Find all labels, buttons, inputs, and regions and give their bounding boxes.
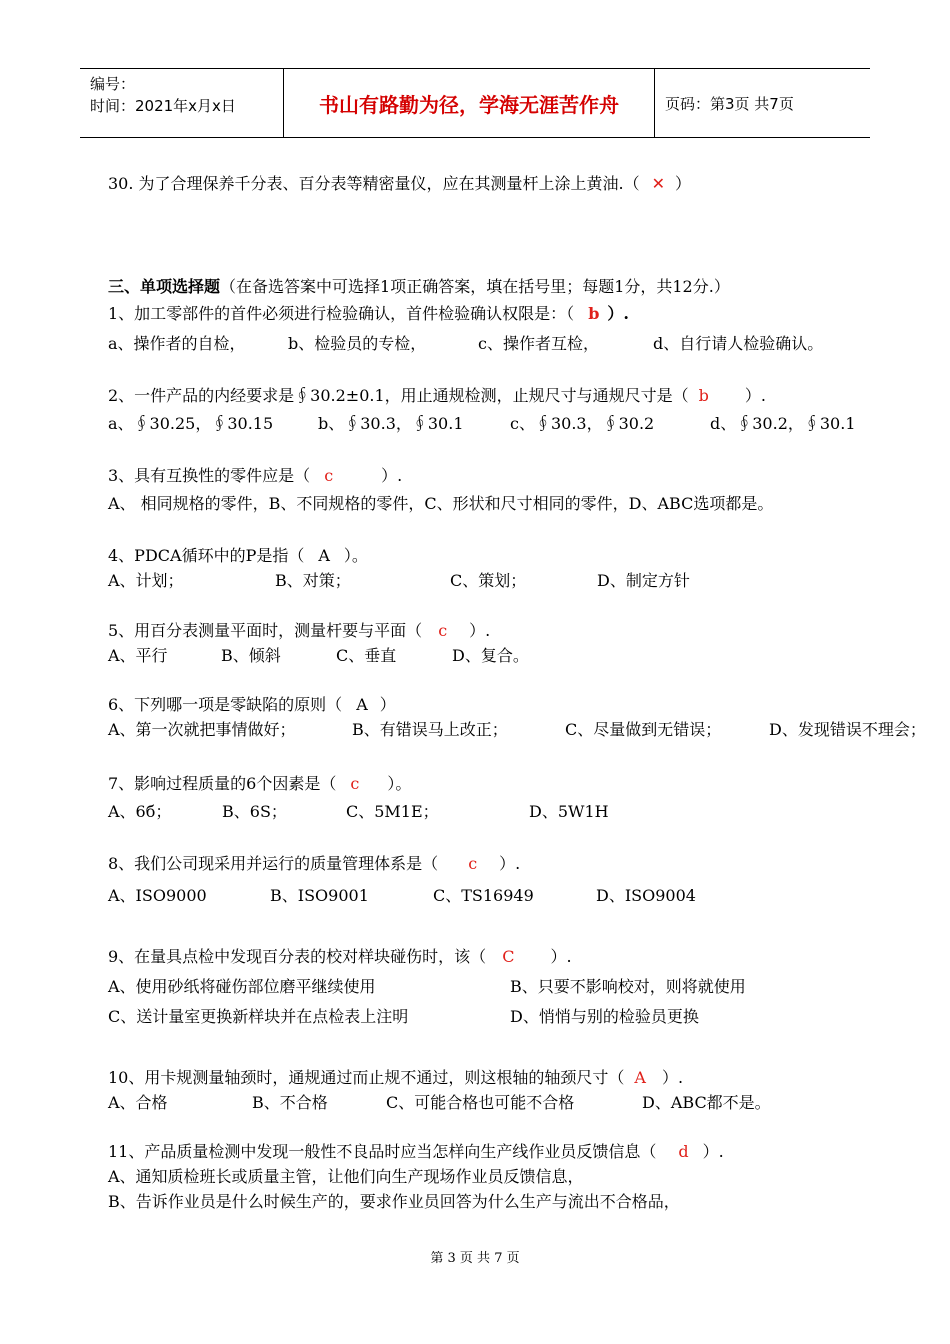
answer-mark: c bbox=[324, 466, 334, 485]
answer-mark: c bbox=[350, 774, 360, 793]
header-meta bbox=[80, 69, 283, 137]
question-close: ）. bbox=[469, 621, 491, 640]
option: C、策划； bbox=[450, 571, 527, 590]
option: A、 相同规格的零件，B、不同规格的零件，C、形状和尺寸相同的零件，D、ABC选项都是。 bbox=[108, 494, 774, 513]
question-stem: 3、具有互换性的零件应是（ bbox=[108, 466, 311, 485]
option: C、可能合格也可能不合格 bbox=[386, 1093, 575, 1112]
answer-mark: c bbox=[438, 621, 448, 640]
option: D、ISO9004 bbox=[596, 886, 696, 905]
header-motto: 书山有路勤为径，学海无涯苦作舟 bbox=[283, 69, 655, 137]
question-9 bbox=[108, 946, 572, 968]
option: A、使用砂纸将碰伤部位磨平继续使用 bbox=[108, 977, 376, 996]
question-close: ） bbox=[379, 695, 396, 714]
options-8 bbox=[108, 885, 696, 907]
question-8 bbox=[108, 853, 520, 875]
question-stem: 5、用百分表测量平面时，测量杆要与平面（ bbox=[108, 621, 423, 640]
question-stem: 11、产品质量检测中发现一般性不良品时应当怎样向生产线作业员反馈信息（ bbox=[108, 1142, 657, 1161]
options-4 bbox=[108, 570, 690, 592]
question-stem: 1、加工零部件的首件必须进行检验确认，首件检验确认权限是：（ bbox=[108, 304, 575, 323]
option: B、6S； bbox=[222, 802, 287, 821]
question-stem: 2、一件产品的内经要求是∮30.2±0.1，用止通规检测，止规尺寸与通规尺寸是（ bbox=[108, 386, 689, 405]
question-stem: 7、影响过程质量的6个因素是（ bbox=[108, 774, 337, 793]
answer-mark: d bbox=[678, 1142, 689, 1161]
option: b、∮30.3，∮30.1 bbox=[318, 414, 464, 433]
options-9b bbox=[108, 1006, 699, 1028]
options-1 bbox=[108, 333, 823, 355]
time-label: 时间：2021年x月x日 bbox=[90, 97, 236, 115]
option: B、ISO9001 bbox=[270, 886, 369, 905]
question-stem: 4、PDCA循环中的P是指（ bbox=[108, 546, 305, 565]
question-close: ）. bbox=[499, 854, 521, 873]
question-close: ）. bbox=[550, 947, 572, 966]
answer-mark: b bbox=[588, 304, 600, 323]
option: D、发现错误不理会； bbox=[769, 720, 926, 739]
option: D、5W1H bbox=[529, 802, 609, 821]
section-title: 三、单项选择题 bbox=[108, 277, 221, 296]
options-6 bbox=[108, 719, 926, 741]
question-stem: 9、在量具点检中发现百分表的校对样块碰伤时，该（ bbox=[108, 947, 487, 966]
option: C、尽量做到无错误； bbox=[565, 720, 722, 739]
option: A、ISO9000 bbox=[108, 886, 207, 905]
section-note: （在备选答案中可选择1项正确答案，填在括号里；每题1分，共12分.） bbox=[220, 277, 730, 296]
option: b、检验员的专检， bbox=[288, 334, 427, 353]
answer-mark: A bbox=[318, 546, 330, 565]
question-11 bbox=[108, 1141, 724, 1163]
question-close: ）. bbox=[661, 1068, 684, 1087]
answer-mark: C bbox=[502, 947, 515, 966]
option: c、操作者互检， bbox=[478, 334, 599, 353]
option: A、第一次就把事情做好； bbox=[108, 720, 296, 739]
answer-mark: A bbox=[634, 1068, 646, 1087]
option: A、计划； bbox=[108, 571, 184, 590]
option: B、告诉作业员是什么时候生产的，要求作业员回答为什么生产与流出不合格品， bbox=[108, 1192, 680, 1211]
option: a、∮30.25，∮30.15 bbox=[108, 414, 274, 433]
question-stem: 30. 为了合理保养千分表、百分表等精密量仪，应在其测量杆上涂上黄油.（ bbox=[108, 174, 640, 193]
option: A、合格 bbox=[108, 1093, 168, 1112]
question-7 bbox=[108, 773, 411, 795]
header-page-label: 页码：第3页 共7页 bbox=[665, 94, 794, 113]
option: d、∮30.2，∮30.1 bbox=[710, 414, 856, 433]
option: d、自行请人检验确认。 bbox=[653, 334, 824, 353]
option: B、有错误马上改正； bbox=[352, 720, 508, 739]
question-close: ）。 bbox=[343, 546, 368, 565]
question-5 bbox=[108, 620, 490, 642]
options-5 bbox=[108, 645, 529, 667]
options-11a bbox=[108, 1166, 584, 1188]
question-stem: 10、用卡规测量轴颈时，通规通过而止规不通过，则这根轴的轴颈尺寸（ bbox=[108, 1068, 625, 1087]
option: D、制定方针 bbox=[597, 571, 690, 590]
option: B、对策； bbox=[275, 571, 351, 590]
option: C、送计量室更换新样块并在点检表上注明 bbox=[108, 1007, 409, 1026]
question-close: ）. bbox=[607, 304, 629, 323]
option: D、复合。 bbox=[452, 646, 529, 665]
question-2 bbox=[108, 385, 766, 407]
option: A、通知质检班长或质量主管，让他们向生产现场作业员反馈信息， bbox=[108, 1167, 584, 1186]
option: A、平行 bbox=[108, 646, 168, 665]
question-4 bbox=[108, 545, 368, 567]
options-10 bbox=[108, 1092, 771, 1114]
question-close: ）。 bbox=[387, 774, 412, 793]
question-6 bbox=[108, 694, 396, 716]
option: C、5M1E； bbox=[346, 802, 439, 821]
question-3 bbox=[108, 465, 402, 487]
question-close: ） bbox=[675, 174, 692, 193]
option: D、ABC都不是。 bbox=[642, 1093, 771, 1112]
question-stem: 6、下列哪一项是零缺陷的原则（ bbox=[108, 695, 343, 714]
option: C、TS16949 bbox=[433, 886, 534, 905]
option: a、操作者的自检， bbox=[108, 334, 246, 353]
question-close: ）. bbox=[744, 386, 767, 405]
option: C、垂直 bbox=[336, 646, 397, 665]
question-10 bbox=[108, 1067, 683, 1089]
number-label: 编号： bbox=[90, 75, 136, 93]
option: A、6б； bbox=[108, 802, 172, 821]
section-heading bbox=[108, 276, 730, 298]
option: B、倾斜 bbox=[221, 646, 281, 665]
question-close: ）. bbox=[702, 1142, 724, 1161]
answer-mark: b bbox=[698, 386, 709, 405]
answer-mark: c bbox=[468, 854, 478, 873]
question-stem: 8、我们公司现采用并运行的质量管理体系是（ bbox=[108, 854, 439, 873]
option: B、只要不影响校对，则将就使用 bbox=[510, 977, 746, 996]
question-30 bbox=[108, 173, 691, 195]
question-close: ）. bbox=[381, 466, 403, 485]
page-footer: 第 3 页 共 7 页 bbox=[430, 1251, 520, 1266]
answer-mark: A bbox=[356, 695, 368, 714]
option: c、∮30.3，∮30.2 bbox=[510, 414, 655, 433]
page-header bbox=[80, 68, 870, 138]
option: D、悄悄与别的检验员更换 bbox=[510, 1007, 699, 1026]
options-11b bbox=[108, 1191, 680, 1213]
answer-mark: ✕ bbox=[651, 174, 666, 193]
options-2 bbox=[108, 413, 856, 435]
options-3 bbox=[108, 493, 773, 515]
options-9a bbox=[108, 976, 746, 998]
options-7 bbox=[108, 801, 609, 823]
question-1 bbox=[108, 303, 629, 325]
option: B、不合格 bbox=[252, 1093, 328, 1112]
